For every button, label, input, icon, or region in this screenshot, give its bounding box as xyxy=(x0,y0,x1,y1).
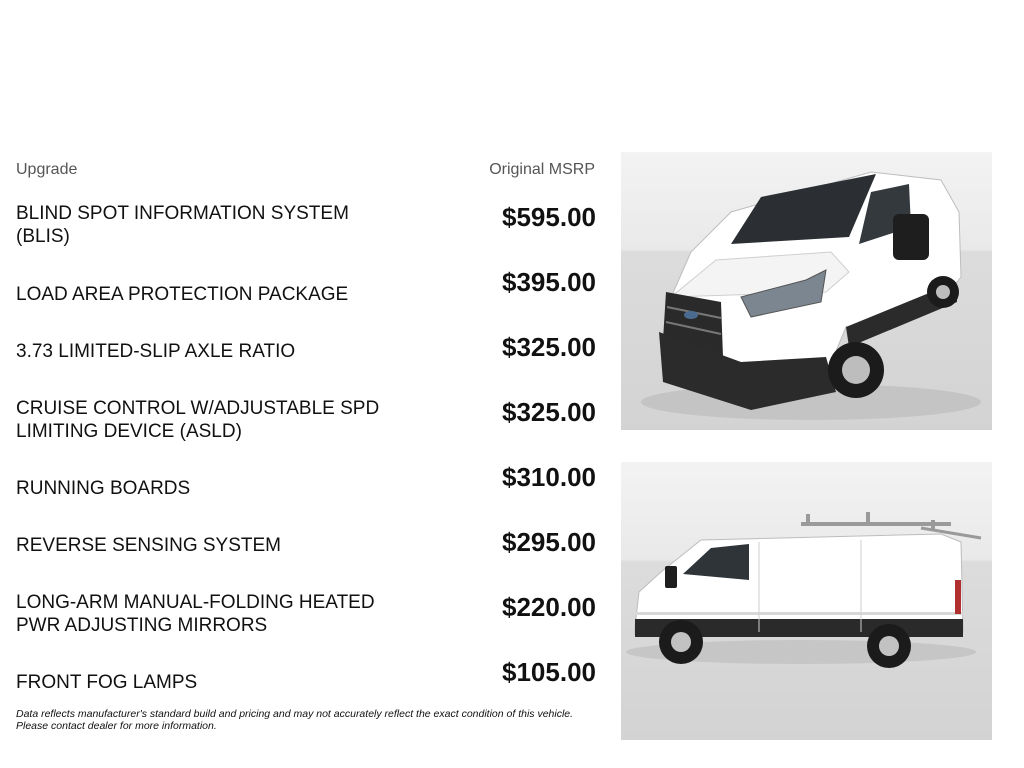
upgrade-name: LONG-ARM MANUAL-FOLDING HEATED PWR ADJUSTING MIRRORS xyxy=(16,592,375,636)
upgrade-name: CRUISE CONTROL W/ADJUSTABLE SPD LIMITING DEVICE (ASLD) xyxy=(16,398,380,442)
upgrade-price: $395.00 xyxy=(502,267,596,297)
upgrade-price: $105.00 xyxy=(502,657,596,687)
upgrade-price: $295.00 xyxy=(502,527,596,557)
upgrade-price: $310.00 xyxy=(502,462,596,492)
upgrade-price: $595.00 xyxy=(502,202,596,232)
van-side-photo xyxy=(621,462,992,740)
upgrade-price: $325.00 xyxy=(502,397,596,427)
upgrade-price: $325.00 xyxy=(502,332,596,362)
upgrade-name: RUNNING BOARDS xyxy=(16,478,191,499)
upgrade-name: LOAD AREA PROTECTION PACKAGE xyxy=(16,284,349,305)
upgrade-column-header: Upgrade xyxy=(16,161,78,178)
msrp-column-header: Original MSRP xyxy=(489,161,595,178)
van-front-photo xyxy=(621,152,992,430)
upgrade-name: BLIND SPOT INFORMATION SYSTEM (BLIS) xyxy=(16,203,349,247)
upgrade-name: REVERSE SENSING SYSTEM xyxy=(16,535,282,556)
upgrade-name: 3.73 LIMITED-SLIP AXLE RATIO xyxy=(16,341,296,362)
upgrade-price: $220.00 xyxy=(502,592,596,622)
disclaimer-text: Data reflects manufacturer's standard build and pricing and may not accurately reflect the exact condition of this vehicle. Please contact dealer for more information. xyxy=(16,708,574,732)
upgrade-name: FRONT FOG LAMPS xyxy=(16,672,198,693)
